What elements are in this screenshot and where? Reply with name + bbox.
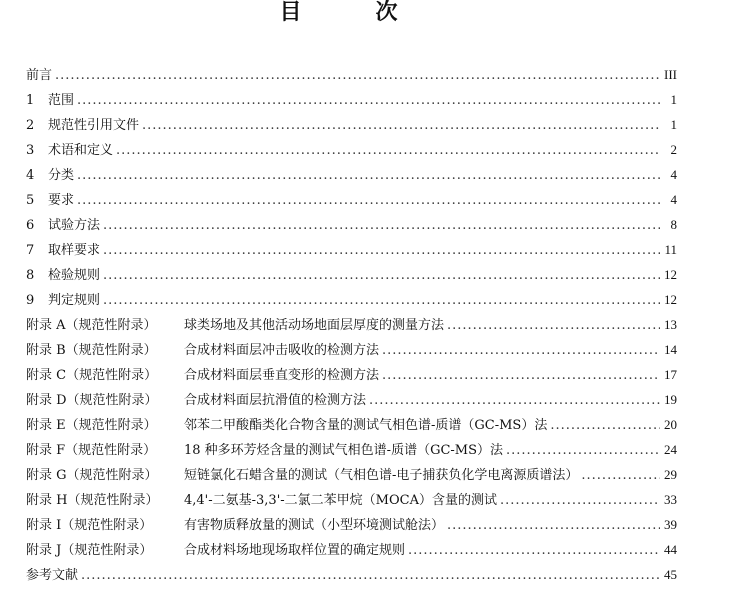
toc-page-number: 39 (664, 517, 677, 532)
appendix-title: 短链氯化石蜡含量的测试（气相色谱-电子捕获负化学电离源质谱法） (184, 468, 579, 483)
toc-page-number: III (664, 67, 677, 82)
toc-page-number: 11 (664, 242, 677, 257)
toc-appendix-g[interactable] (26, 462, 677, 487)
table-of-contents (26, 62, 677, 587)
toc-entry-label: 要求 (48, 193, 75, 208)
toc-entry-label: 术语和定义 (48, 143, 114, 158)
toc-entry-number: 2 (26, 118, 35, 133)
toc-entry-label: 范围 (48, 93, 75, 108)
toc-appendix-a[interactable] (26, 312, 677, 337)
toc-entry-4[interactable] (26, 162, 677, 187)
dot-leader (382, 363, 660, 387)
appendix-title: 邻苯二甲酸酯类化合物含量的测试气相色谱-质谱（GC-MS）法 (184, 418, 548, 433)
toc-entry-8[interactable] (26, 262, 677, 287)
appendix-id: 附录 J（规范性附录） (26, 543, 153, 558)
toc-entry-label: 参考文献 (26, 568, 79, 583)
toc-entry-1[interactable] (26, 87, 677, 112)
appendix-id: 附录 A（规范性附录） (26, 318, 157, 333)
toc-entry-label: 判定规则 (48, 293, 101, 308)
toc-page-number: 12 (664, 267, 677, 282)
toc-entry-number: 5 (26, 193, 35, 208)
toc-entry-label: 规范性引用文件 (48, 118, 140, 133)
dot-leader (103, 263, 660, 287)
dot-leader (103, 288, 660, 312)
toc-entry-label: 分类 (48, 168, 75, 183)
toc-entry-9[interactable] (26, 287, 677, 312)
toc-entry-5[interactable] (26, 187, 677, 212)
toc-entry-2[interactable] (26, 112, 677, 137)
appendix-id: 附录 I（规范性附录） (26, 518, 153, 533)
toc-entry-3[interactable] (26, 137, 677, 162)
appendix-title: 球类场地及其他活动场地面层厚度的测量方法 (184, 318, 445, 333)
dot-leader (447, 313, 660, 337)
dot-leader (103, 213, 660, 237)
toc-entry-label: 前言 (26, 68, 53, 83)
toc-page-number: 13 (664, 317, 677, 332)
toc-entry-6[interactable] (26, 212, 677, 237)
toc-page-number: 29 (664, 467, 677, 482)
dot-leader (142, 113, 660, 137)
dot-leader (506, 438, 660, 462)
toc-page-number: 20 (664, 417, 677, 432)
toc-entry-references[interactable] (26, 562, 677, 587)
toc-page-number: 1 (670, 117, 677, 132)
dot-leader (550, 413, 660, 437)
appendix-title: 18 种多环芳烃含量的测试气相色谱-质谱（GC-MS）法 (184, 443, 504, 458)
dot-leader (103, 238, 660, 262)
toc-entry-number: 3 (26, 143, 35, 158)
appendix-title: 合成材料面层冲击吸收的检测方法 (184, 343, 380, 358)
toc-entry-number: 7 (26, 243, 35, 258)
dot-leader (408, 538, 660, 562)
toc-appendix-e[interactable] (26, 412, 677, 437)
appendix-id: 附录 H（规范性附录） (26, 493, 159, 508)
toc-entry-number: 4 (26, 168, 35, 183)
toc-page-number: 2 (670, 142, 677, 157)
toc-page-number: 45 (664, 567, 677, 582)
appendix-id: 附录 G（规范性附录） (26, 468, 158, 483)
toc-entry-7[interactable] (26, 237, 677, 262)
dot-leader (116, 138, 660, 162)
dot-leader (447, 513, 660, 537)
toc-entry-label: 试验方法 (48, 218, 101, 233)
toc-entry-label: 检验规则 (48, 268, 101, 283)
appendix-title: 合成材料面层垂直变形的检测方法 (184, 368, 380, 383)
appendix-title: 合成材料面层抗滑值的检测方法 (184, 393, 367, 408)
appendix-id: 附录 B（规范性附录） (26, 343, 157, 358)
toc-page-number: 8 (670, 217, 677, 232)
dot-leader (77, 163, 660, 187)
toc-page-number: 17 (664, 367, 677, 382)
toc-page-number: 14 (664, 342, 677, 357)
toc-entry-number: 8 (26, 268, 35, 283)
toc-page-number: 33 (664, 492, 677, 507)
toc-page-number: 4 (670, 167, 677, 182)
toc-appendix-d[interactable] (26, 387, 677, 412)
toc-appendix-j[interactable] (26, 537, 677, 562)
toc-entry-label: 取样要求 (48, 243, 101, 258)
toc-entry-number: 9 (26, 293, 35, 308)
appendix-id: 附录 D（规范性附录） (26, 393, 158, 408)
toc-appendix-i[interactable] (26, 512, 677, 537)
toc-appendix-c[interactable] (26, 362, 677, 387)
toc-appendix-h[interactable] (26, 487, 677, 512)
toc-entry-number: 6 (26, 218, 35, 233)
dot-leader (581, 463, 660, 487)
toc-page-number: 24 (664, 442, 677, 457)
dot-leader (382, 338, 660, 362)
toc-appendix-f[interactable] (26, 437, 677, 462)
dot-leader (77, 88, 660, 112)
appendix-title: 有害物质释放量的测试（小型环境测试舱法） (184, 518, 445, 533)
appendix-id: 附录 C（规范性附录） (26, 368, 158, 383)
appendix-title: 合成材料场地现场取样位置的确定规则 (184, 543, 406, 558)
dot-leader (77, 188, 660, 212)
toc-page-number: 4 (670, 192, 677, 207)
toc-entry-number: 1 (26, 93, 35, 108)
appendix-id: 附录 E（规范性附录） (26, 418, 157, 433)
dot-leader (55, 63, 660, 87)
toc-appendix-b[interactable] (26, 337, 677, 362)
dot-leader (500, 488, 660, 512)
toc-page-number: 12 (664, 292, 677, 307)
appendix-id: 附录 F（规范性附录） (26, 443, 157, 458)
dot-leader (81, 563, 660, 587)
dot-leader (369, 388, 660, 412)
appendix-title: 4,4'-二氨基-3,3'-二氯二苯甲烷（MOCA）含量的测试 (184, 493, 497, 508)
toc-entry-foreword[interactable] (26, 62, 677, 87)
page-title: 目 次 (279, 0, 424, 25)
toc-page-number: 44 (664, 542, 677, 557)
toc-page-number: 1 (670, 92, 677, 107)
toc-page-number: 19 (664, 392, 677, 407)
